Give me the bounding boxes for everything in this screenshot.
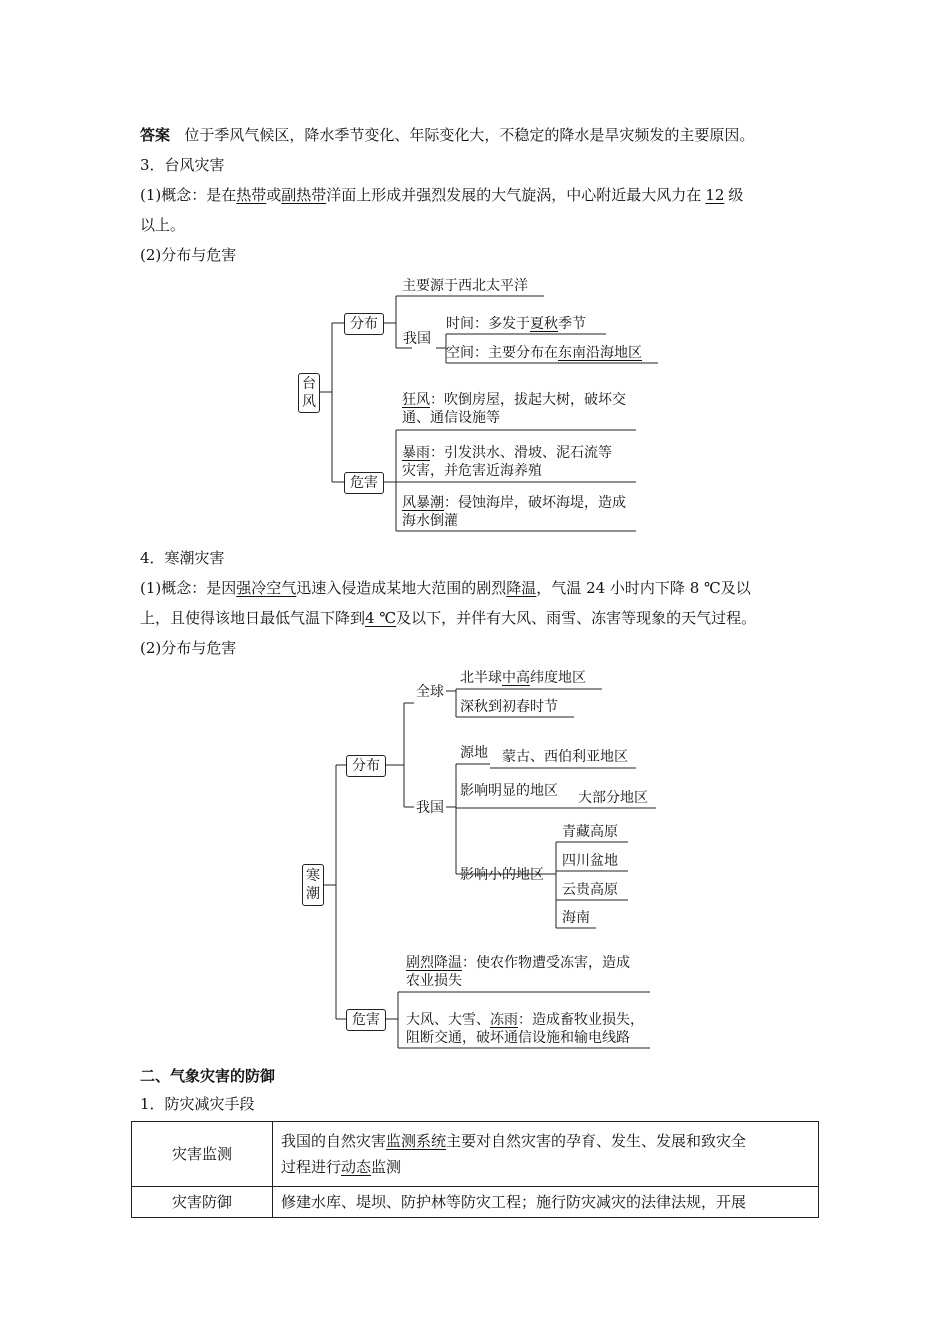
section2-sub1: 1．防灾减灾手段 [140, 1095, 255, 1113]
table-value: 我国的自然灾害监测系统主要对自然灾害的孕育、发生、发展和致灾全 过程进行动态监测 [273, 1122, 819, 1187]
typhoon-root-box [298, 373, 320, 413]
typhoon-rain: 暴雨：引发洪水、滑坡、泥石流等 灾害，并危害近海养殖 [402, 445, 612, 479]
coldwave-small-effect: 影响小的地区 [460, 867, 544, 883]
coldwave-big-val: 大部分地区 [578, 790, 648, 806]
coldwave-harm-box [346, 1009, 386, 1031]
answer-label: 答案 [140, 126, 171, 144]
blank-tropics: 热带 [236, 186, 267, 204]
blank-cooling: 降温 [506, 579, 537, 597]
blank-cold-air: 强冷空气 [236, 579, 297, 597]
coldwave-global: 全球 [416, 684, 444, 700]
coldwave-china: 我国 [416, 800, 444, 816]
coldwave-dist-box [346, 755, 386, 777]
typhoon-concept-line2: 以上。 [140, 216, 186, 234]
table-row [132, 1187, 819, 1218]
table-row [132, 1122, 819, 1187]
typhoon-dist: 分布 [350, 316, 378, 332]
answer-text: 位于季风气候区，降水季节变化、年际变化大，不稳定的降水是旱灾频发的主要原因。 [184, 126, 755, 144]
typhoon-dist-main: 主要源于西北太平洋 [402, 278, 528, 294]
typhoon-harm-box [344, 472, 384, 494]
defense-table [131, 1121, 819, 1218]
typhoon-time: 时间：多发于夏秋季节 [446, 316, 586, 332]
blank-temp: 4 ℃ [365, 609, 397, 627]
coldwave-small-val: 青藏高原 [562, 824, 618, 840]
typhoon-china: 我国 [403, 331, 431, 347]
coldwave-source-val: 蒙古、西伯利亚地区 [502, 749, 628, 765]
coldwave-dist: 分布 [352, 758, 380, 774]
table-value: 修建水库、堤坝、防护林等防灾工程；施行防灾减灾的法律法规，开展 [273, 1187, 819, 1218]
section2-heading: 二、气象灾害的防御 [140, 1067, 276, 1085]
table-key: 灾害监测 [132, 1122, 273, 1187]
typhoon-root: 台风 [302, 376, 316, 410]
coldwave-harm-1: 剧烈降温：使农作物遭受冻害，造成 农业损失 [406, 955, 630, 989]
blank-level: 12 [705, 186, 725, 204]
table-key: 灾害防御 [132, 1187, 273, 1218]
typhoon-heading: 3．台风灾害 [140, 156, 225, 174]
coldwave-big-effect: 影响明显的地区 [460, 783, 558, 799]
coldwave-heading: 4．寒潮灾害 [140, 549, 225, 567]
coldwave-root-box [302, 864, 324, 906]
coldwave-source: 源地 [460, 745, 488, 761]
coldwave-small-val: 四川盆地 [562, 853, 618, 869]
coldwave-small-val: 海南 [562, 910, 590, 926]
coldwave-g1: 北半球中高纬度地区 [460, 670, 586, 686]
typhoon-concept: (1)概念：是在热带或副热带洋面上形成并强烈发展的大气旋涡，中心附近最大风力在 12 级 [140, 186, 744, 204]
coldwave-concept-line2: 上，且使得该地日最低气温下降到4 ℃及以下，并伴有大风、雨雪、冻害等现象的天气过程。 [140, 609, 757, 627]
coldwave-harm-2: 大风、大雪、冻雨：造成畜牧业损失， 阻断交通，破坏通信设施和输电线路 [406, 1012, 644, 1046]
answer-line [140, 125, 754, 145]
coldwave-harm: 危害 [352, 1012, 380, 1028]
typhoon-dist-box [344, 313, 384, 335]
coldwave-sub2: (2)分布与危害 [140, 639, 237, 657]
coldwave-root: 寒潮 [306, 868, 320, 902]
coldwave-concept: (1)概念：是因强冷空气迅速入侵造成某地大范围的剧烈降温，气温 24 小时内下降 8 ℃及以 [140, 579, 751, 597]
typhoon-harm: 危害 [350, 475, 378, 491]
typhoon-sub2: (2)分布与危害 [140, 246, 237, 264]
coldwave-small-val: 云贵高原 [562, 882, 618, 898]
typhoon-surge: 风暴潮：侵蚀海岸，破坏海堤，造成 海水倒灌 [402, 495, 626, 529]
typhoon-wind: 狂风：吹倒房屋，拔起大树，破坏交 通、通信设施等 [402, 392, 626, 426]
blank-subtropics: 副热带 [281, 186, 327, 204]
typhoon-space: 空间：主要分布在东南沿海地区 [446, 345, 642, 361]
coldwave-g2: 深秋到初春时节 [460, 699, 558, 715]
